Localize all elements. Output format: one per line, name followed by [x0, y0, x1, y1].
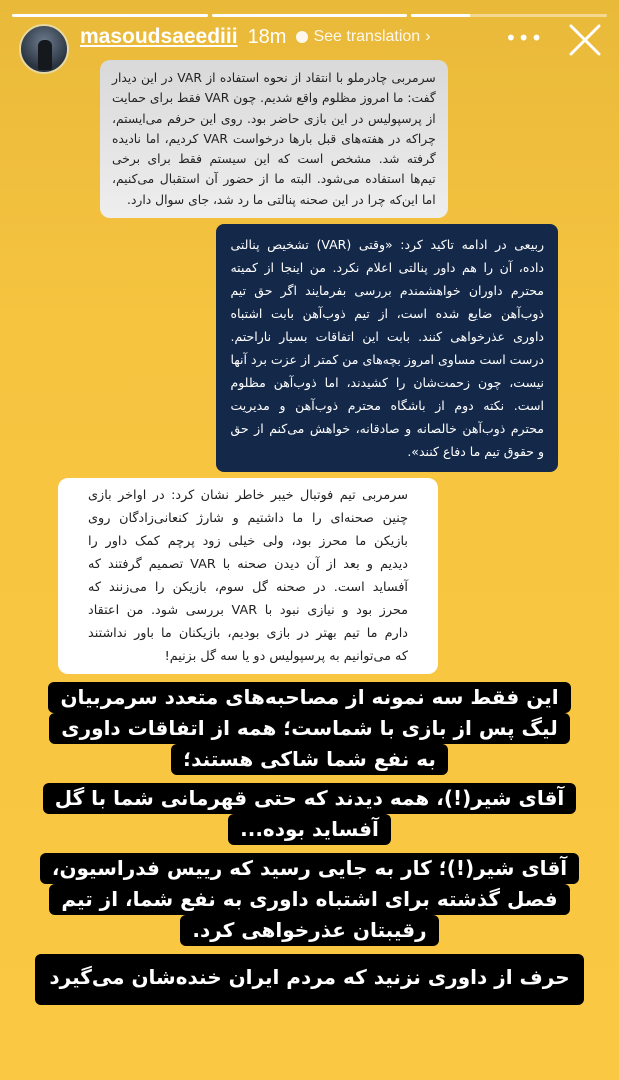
progress-fill [212, 14, 408, 17]
more-options-icon[interactable]: ••• [505, 26, 544, 50]
quote-card-zobahan [216, 224, 558, 472]
card-text-line: محرز بود و نیازی نبود با VAR بررسی شود. من اعتقاد [88, 603, 409, 619]
progress-segment [212, 14, 408, 17]
sticker-text-line: این فقط سه نمونه از مصاحبه‌های متعدد سرمربیان [48, 682, 570, 713]
card-text-line: چنین صحنه‌ای را ما داشتیم و شارژ کنعانی‌زادگان روی [88, 511, 408, 527]
sticker-text-line: آقای شیر(!)؛ کار به جایی رسید که رییس فدراسیون، [40, 853, 579, 884]
card-text-line: سرمربی چادرملو با انتقاد از نحوه استفاده از VAR در این دیدار [112, 71, 436, 85]
card-text-line: محترم داوران خواهشمندم بررسی بفرمایند اگر حق تیم [230, 283, 544, 299]
progress-segment [411, 14, 607, 17]
sticker-text-line: فصل گذشته برای اشتباه داوری به نفع شما، از تیم [49, 884, 569, 915]
close-icon[interactable] [567, 22, 603, 58]
story-header [80, 24, 431, 50]
card-text-line: گفت: ما امروز مظلوم واقع شدیم. چون VAR فقط برای حمایت [112, 91, 436, 106]
sticker-text-line: آفساید بوده... [228, 814, 391, 845]
card-text-line: که می‌توانیم به پرسپولیس دو یا سه گل بزنیم! [164, 649, 408, 665]
card-text-line: گرفته شد. مشخص است که این سیستم فقط برای برخی [112, 152, 436, 167]
card-text-line: و حقوق تیم ما دفاع کنند». [407, 444, 544, 460]
card-text-line: ربیعی در ادامه تاکید کرد: «وقتی (VAR) تشخیص پنالتی [230, 237, 544, 253]
card-text-line: محترم ذوب‌آهن خالصانه و صادقانه، خواهش می‌کنم از حق [230, 421, 544, 437]
progress-fill [12, 14, 208, 17]
text-sticker [0, 783, 619, 845]
sticker-text-line: رقیبتان عذرخواهی کرد. [180, 915, 438, 946]
text-sticker [0, 954, 619, 1005]
card-text-line: بازیکن ما محرز بود، ولی خیلی زود پرچم کمک داور را [88, 534, 408, 550]
post-time: 18m [247, 25, 287, 48]
text-sticker [0, 853, 619, 946]
card-text-line: آفساید است. در صحنه گل سوم، بازیکن را می‌زنند که [88, 580, 408, 596]
card-text-line: چراکه در هفته‌های قبل بارها درخواست VAR کردیم، اما نادیده [112, 131, 436, 146]
card-text-line: داده، آن را هم داور پنالتی اعلام نکرد. من اینجا از کمیته [230, 260, 544, 276]
translate-icon [296, 31, 308, 43]
sticker-text-line: لیگ پس از بازی با شماست؛ همه از اتفاقات داوری [49, 713, 569, 744]
card-text-line: درست است مساوی امروز بچه‌های من کمتر از عزت برد آنها [230, 352, 544, 368]
story-content [0, 60, 619, 1005]
card-text-line: دارم ما تیم بهتر در بازی بودیم، بازیکنان ما باور نداشتند [88, 626, 408, 642]
card-text-line: دیدیم و بعد از آن دیدن صحنه با VAR تصمیم گرفتند که [88, 557, 408, 573]
text-sticker [0, 682, 619, 775]
see-translation-label: See translation [313, 28, 421, 45]
progress-segment [12, 14, 208, 17]
sticker-text-line: حرف از داوری نزنید که مردم ایران خنده‌شان می‌گیرد [35, 954, 583, 1005]
story-progress [12, 14, 607, 17]
card-text-line: است. نکته دوم از باشگاه محترم ذوب‌آهن و مدیریت [230, 398, 544, 414]
progress-fill [411, 14, 470, 17]
quote-card-kheybar [58, 478, 438, 674]
chevron-right-icon: › [425, 28, 431, 45]
username-link[interactable]: masoudsaeediii [80, 25, 238, 48]
quote-card-chadormalu [100, 60, 448, 218]
sticker-text-line: آقای شیر(!)، همه دیدند که حتی قهرمانی شما با گل [43, 783, 577, 814]
card-text-line: ذوب‌آهن ضایع شده است، از تیم ذوب‌آهن بابت اشتباه [230, 306, 544, 322]
card-text-line: داوری عذرخواهی کنند. بابت این اتفاقات بسیار ناراحتم. [230, 329, 544, 345]
card-text-line: از پرسپولیس در این بازی حاضر بود. روی این حرفم می‌ایستم، [112, 111, 436, 126]
card-text-line: نیست، چون زحمت‌شان را کشیدند، اما ذوب‌آهن مظلوم [230, 375, 544, 391]
card-text-line: سرمربی تیم فوتبال خیبر خاطر نشان کرد: در اواخر بازی [88, 488, 408, 504]
see-translation-button[interactable] [296, 28, 430, 46]
card-text-line: اما این‌که چرا در این صحنه پنالتی ما رد شد، جای سوال دارد. [127, 192, 436, 207]
sticker-text-line: به نفع شما شاکی هستند؛ [171, 744, 448, 775]
card-text-line: تیم‌ها استفاده می‌شود. البته ما از حضور آن استقبال می‌کنیم، [112, 172, 436, 187]
